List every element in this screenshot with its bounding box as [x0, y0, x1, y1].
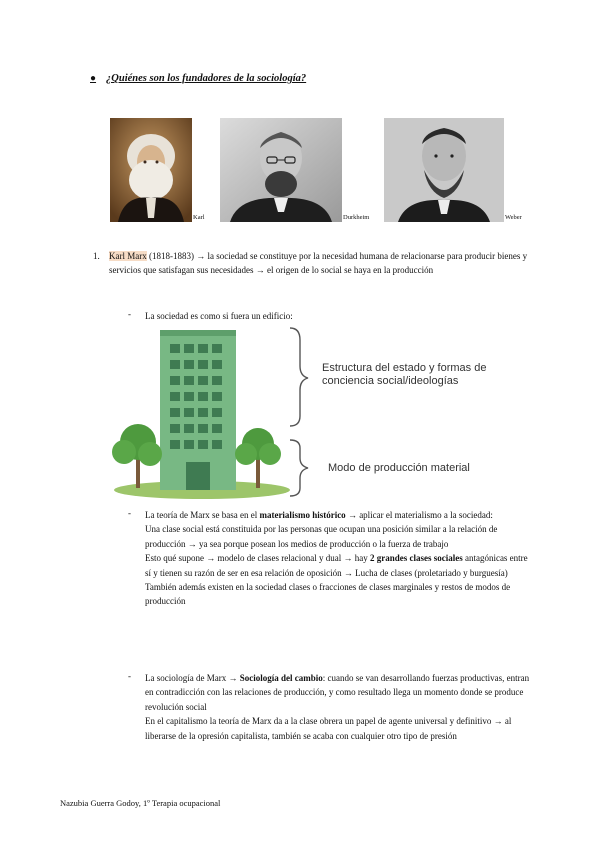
building-diagram: [110, 322, 510, 502]
portrait-caption-marx: Karl: [193, 214, 205, 221]
term-clases: 2 grandes clases sociales: [369, 553, 463, 564]
sub2-line-2: Una clase social está constituida por las personas que ocupan una posición similar a la relación de producción → ya sea porque posean los medios de producción o la fuerza de trabajo: [145, 524, 498, 549]
sub-item-3: [145, 671, 530, 743]
sub-item-1: La sociedad es como si fuera un edificio:: [145, 311, 293, 321]
portrait-weber: [384, 118, 504, 222]
portrait-caption-weber: Weber: [505, 214, 522, 221]
dash-bullet-3: -: [128, 671, 131, 681]
building-illustration: [110, 322, 510, 502]
portrait-marx-image: [110, 118, 192, 222]
sub2-line-1: La teoría de Marx se basa en el materialismo histórico → aplicar el materialismo a la sociedad:: [145, 510, 493, 520]
portrait-weber-image: [384, 118, 504, 222]
portrait-durkheim: [220, 118, 342, 222]
sub2-line-4: También además existen en la sociedad clases o fracciones de clases marginales y restos de modos de producción: [145, 582, 511, 607]
portrait-marx: [110, 118, 192, 222]
item-number: 1.: [93, 251, 100, 261]
dash-bullet-1: -: [128, 309, 131, 319]
item-body: (1818-1883) → la sociedad se constituye por la necesidad humana de relacionarse para producir bienes y servicios que satisfagan sus necesidades → el origen de lo social se haya en la producción: [109, 251, 528, 276]
dash-bullet-2: -: [128, 508, 131, 518]
question-text: ¿Quiénes son los fundadores de la sociología?: [106, 73, 307, 84]
highlighted-name: Karl Marx: [109, 251, 147, 261]
numbered-item-1: [93, 249, 533, 293]
diagram-label-superstructure: Estructura del estado y formas de conciencia social/ideologías: [322, 362, 487, 387]
page-footer: Nazubia Guerra Godoy, 1º Terapia ocupacional: [60, 798, 221, 808]
question-heading: [90, 73, 306, 84]
portrait-durkheim-image: [220, 118, 342, 222]
sub3-line-2: En el capitalismo la teoría de Marx da a la clase obrera un papel de agente universal y definitivo → al liberarse de la opresión capitalista, también se acaba con cualquier otro tipo de presión: [145, 716, 512, 741]
sub3-line-1: La sociología de Marx → Sociología del cambio: cuando se van desarrollando fuerzas productivas, entran en contradicción con las relaciones de producción, y como resultado llega un momento donde se produce revolución social: [145, 673, 530, 712]
term-materialismo: materialismo histórico: [259, 510, 346, 520]
item-text: [109, 249, 529, 278]
sub2-line-3: Esto qué supone → modelo de clases relacional y dual → hay 2 grandes clases sociales antagónicas entre sí y tienen su razón de ser en esa relación de oposición → Lucha de clases (proletariado y burguesía): [145, 553, 528, 578]
sub-item-2: [145, 508, 530, 609]
term-cambio: Sociología del cambio: [239, 673, 323, 683]
bullet: ●: [90, 73, 97, 84]
diagram-label-base: Modo de producción material: [328, 462, 470, 474]
portrait-caption-durkheim: Durkheim: [343, 214, 370, 221]
